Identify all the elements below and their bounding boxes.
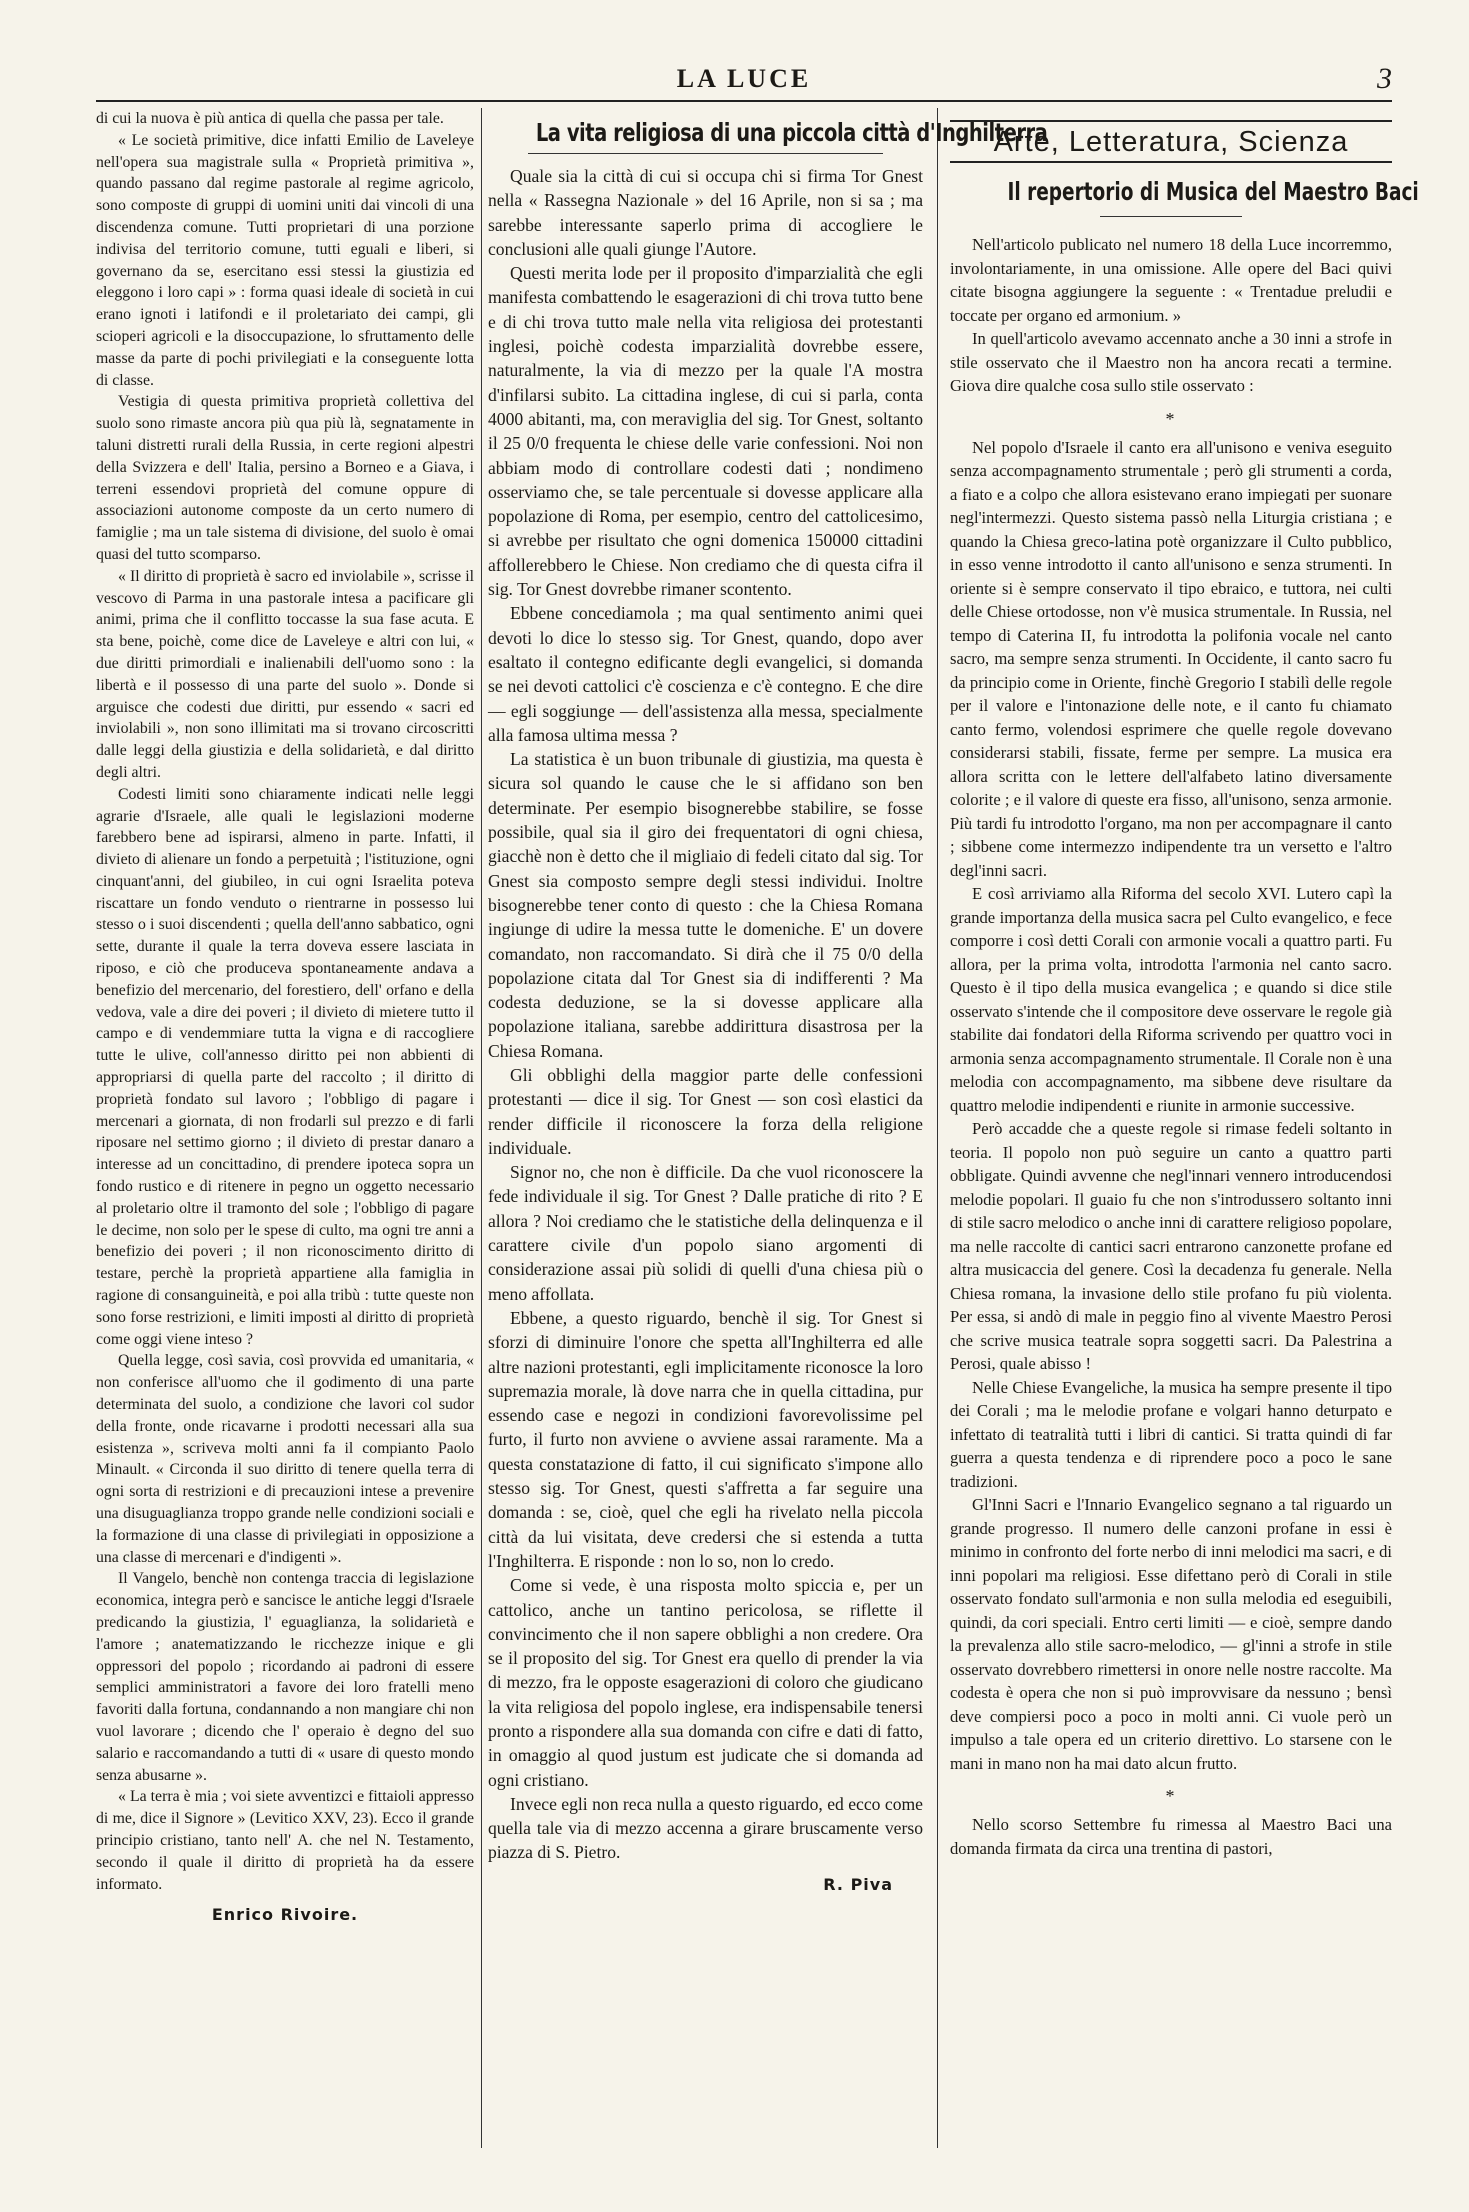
paragraph: In quell'articolo avevamo accennato anche a 30 inni a strofe in stile osservato che il Maestro non ha ancora recati a termine. Giova dire qualche cosa sullo stile osservato : [950,329,1392,395]
paragraph: « Le società primitive, dice infatti Emilio de Laveleye nell'opera sua magistrale sulla « Proprietà primitiva », quando passano dal regime pastorale al regime agricolo, sono composte di gruppi di uomini uniti dai vincoli di una discendenza comune. Tutti proprietari di una porzione indivisa del territorio comune, tutti eguali e liberi, si governano da se, esercitano essi stessi la giustizia ed eleggono i loro capi » : forma quasi ideale di società in cui erano ignoti i latifondi e il proletariato dei campi, gli scioperi agricoli e la disoccupazione, lo sfruttamento delle masse da parte di pochi privilegiati e la conseguente lotta di classe. [96,131,474,389]
paragraph: Nell'articolo publicato nel numero 18 della Luce incorremmo, involontariamente, in una omissione. Alle opere del Baci quivi citate bisogna aggiungere la seguente : « Trentadue preludii e toccate per organo ed armonium. » [950,235,1392,325]
page-number: 3 [1377,62,1392,95]
author-signature: Enrico Rivoire. [211,1905,359,1925]
article-title: La vita religiosa di una piccola città d'Inghilterra [535,118,1048,147]
paragraph: Codesti limiti sono chiaramente indicati nelle leggi agrarie d'Israele, alle quali le legislazioni moderne farebbero bene ad ispirarsi, almeno in parte. Infatti, il divieto di alienare un fondo a perpetuità ; l'istituzione, ogni cinquant'anni, del giubileo, in cui ogni Israelita poteva riscattare un fondo venduto o rientrarne in possesso lui stesso o i suoi discendenti ; quella dell'anno sabbatico, ogni sette, durante il quale la terra doveva essere lasciata in riposo, e ciò che produceva spontaneamente andava a benefizio del mercenario, del forestiero, dell' orfano e della vedova, vale a dire dei poveri ; il divieto di mietere tutto il campo e di vendemmiare tutta la vigna e di raccogliere tutte le ulive, coll'annesso diritto pei non abbienti di appropriarsi di quella parte del raccolto ; il diritto di proprietà fondato sul lavoro ; l'obbligo di pagare i mercenari a giornata, di non frodarli sul prezzo e di farli riposare nel settimo giorno ; il divieto di prestar danaro a interesse ad un concittadino, di prendere ipoteca sopra un fondo rustico e di ritenere in pegno un oggetto necessario al proletario oltre il tramonto del sole ; l'obbligo di pagare le decime, non solo per le spese di culto, ma ogni tre anni a benefizio dei poveri ; il non riconoscimento diritto di testare, perchè la proprietà appartiene alla famiglia in ragione di consanguineità, e poi alla tribù : tutte queste non sono forse restrizioni, e limiti imposti al diritto di proprietà come oggi viene inteso ? [96,785,474,1348]
section-title: Arte, Letteratura, Scienza [993,126,1349,158]
paragraph: Come si vede, è una risposta molto spiccia e, per un cattolico, anche un tantino pericolosa, se riflette il convincimento che il non sapere obblighi a non credere. Ora se il proposito del sig. Tor Gnest era quello di prender la via di mezzo, fra le opposte esagerazioni di coloro che giudicano la vita religiosa del popolo inglese, era indispensabile tenersi pronto a rispondere alla sua domanda con cifre e dati di fatto, in omaggio al quod justum est judicate che si domanda ad ogni cristiano. [488,1575,923,1790]
column-divider [481,108,482,2148]
title-rule [528,153,883,154]
paragraph: Vestigia di questa primitiva proprietà collettiva del suolo sono rimaste ancora più qua più là, segnatamente in taluni distretti rurali della Russia, in certe regioni alpestri della Svizzera e dell' Italia, persino a Borneo e a Giava, i terreni essendovi proprietà del comune oppure di associazioni autonome composte da un certo numero di famiglie ; ma un tale sistema di divisione, del suolo è omai quasi del tutto scomparso. [96,393,474,563]
paragraph: Quella legge, così savia, così provvida ed umanitaria, « non conferisce all'uomo che il godimento di una parte determinata del suolo, a condizione che lavori col sudor della fronte, onde ricavarne i prodotti necessari alla sua esistenza », scriveva molti anni fa il compianto Paolo Minault. « Circonda il suo diritto di tenere quella terra di ogni sorta di restrizioni e di precauzioni intese a prevenire una disuguaglianza troppo grande nelle condizioni sociali e la formazione di una classe di privilegiati in opposizione a una classe di mercenari e d'indigenti ». [96,1352,474,1566]
paragraph: Invece egli non reca nulla a questo riguardo, ed ecco come quella tale via di mezzo accenna a girare bruscamente verso piazza di S. Pietro. [488,1793,923,1863]
paragraph: Gli obblighi della maggior parte delle confessioni protestanti — dice il sig. Tor Gnest — son così elastici da render difficile il riconoscere la forza della religione individuale. [488,1064,923,1158]
paragraph: Nel popolo d'Israele il canto era all'unisono e veniva eseguito senza accompagnamento strumentale ; però gli strumenti a corda, a fiato e a colpo che allora esistevano erano impiegati per suonare negl'intermezzi. Questo sistema passò nella Liturgia cristiana ; e quando la Chiesa greco-latina potè organizzare il Culto pubblico, in esso venne introdotto il canto all'unisono e senza strumenti. In oriente si è sempre conservato il tipo ebraico, e tuttora, nei culti delle Chiese ortodosse, non v'è musica strumentale. In Russia, nel tempo di Caterina II, fu introdotta la polifonia vocale nel canto sacro, ma sempre senza strumenti. In Occidente, il canto sacro fu da principio come in Oriente, finchè Gregorio I stabilì delle regole per il valore e l'intonazione delle note, e il canto fu chiamato canto fermo, volendosi esprimere che quelle regole dovevano considerarsi stabili, fissate, ferme per sempre. La musica era allora scritta con le lettere dell'alfabeto latino diversamente colorite ; e il valore di queste era fisso, all'unisono, senza armonie. Più tardi fu introdotto l'organo, ma non per accompagnare il canto ; sibbene come intermezzo indipendente tra un versetto e l'altro degl'inni sacri. [950,437,1392,880]
paragraph: Ebbene, a questo riguardo, benchè il sig. Tor Gnest si sforzi di diminuire l'onore che spetta all'Inghilterra ed alle altre nazioni protestanti, egli implicitamente riconosce la loro supremazia morale, là dove narra che in quella cittadina, pur essendo case e negozi in condizioni favorevolissime pel furto, il furto non avviene o avviene assai raramente. Ma a questa constatazione di fatto, il cui significato s'impone allo stesso sig. Tor Gnest, questi s'affretta a far seguire una domanda : se, cioè, quel che egli ha rivelato nella piccola città da lui visitata, deve credersi che si estenda a tutta l'Inghilterra. E risponde : non lo so, non lo credo. [488,1307,923,1571]
paragraph: Il Vangelo, benchè non contenga traccia di legislazione economica, integra però e sancisce le antiche leggi d'Israele predicando la giustizia, l' eguaglianza, la solidarietà e l'amore ; anatematizzando le ricchezze inique e gli oppressori del popolo ; ricordando ai padroni di essere semplici amministratori a favore dei loro fratelli meno favoriti dalla fortuna, condannando a non mangiare chi non vuol lavorare ; dicendo che l' operaio è degno del suo salario e raccomandando a tutti di « usare di questo mondo senza abusarne ». [96,1570,474,1784]
column-middle [488,108,1048,2148]
paragraph: Però accadde che a queste regole si rimase fedeli soltanto in teoria. Il popolo non può seguire un canto a quattro parti obbligate. Quindi avvenne che negl'innari vennero introducendosi melodie popolari. Il guaio fu che non s'introdussero soltanto inni di stile sacro melodico o anche inni di carattere religioso popolare, ma nelle raccolte di cantici sacri entrarono canzonette profane ed altra musicaccia del genere. Così la decadenza fu generale. Nella Chiesa romana, la invasione dello stile profano fu più violenta. Per essa, si andò di male in peggio fino al vivente Maestro Perosi che scrive musica teatrale sopra soggetti sacri. Da Palestrina a Perosi, quale abisso ! [950,1119,1392,1373]
paragraph: Nelle Chiese Evangeliche, la musica ha sempre presente il tipo dei Corali ; ma le melodie profane e volgari hanno deturpato e infettato di teatralità tutti i libri di cantici. Si tratta quindi di far guerra a questa tendenza e di riprendere poco a poco le sane tradizioni. [950,1377,1392,1491]
masthead [96,62,1392,102]
author-signature: R. Piva [823,1874,893,1894]
title-rule [1100,216,1242,217]
paragraph: La statistica è un buon tribunale di giustizia, ma questa è sicura sol quando le cause che le si affidano son ben determinate. Per esempio bisognerebbe stabilire, se fosse possibile, qual sia il giro dei frequentatori di ogni chiesa, giacchè non è detto che il migliaio di fedeli citato dal sig. Tor Gnest sia composto sempre degli stessi individui. Inoltre bisognerebbe tener conto di questo : che la Chiesa Romana ingiunge di udire la messa tutte le domeniche. E' un dovere comandato, non raccomandato. Si dirà che il 75 0/0 della popolazione citata dal Tor Gnest sia di indifferenti ? Ma codesta deduzione, se la si dovesse applicare alla popolazione italiana, sarebbe addirittura disastrosa per la Chiesa Romana. [488,749,923,1061]
paragraph: « La terra è mia ; voi siete avventizci e fittaioli appresso di me, dice il Signore » (Levitico XXV, 23). Ecco il grande principio cristiano, tanto nell' A. che nel N. Testamento, secondo il quale il diritto di proprietà ha da essere informato. [96,1788,474,1893]
paragraph: E così arriviamo alla Riforma del secolo XVI. Lutero capì la grande importanza della musica sacra pel Culto evangelico, e fece comporre i così detti Corali con armonie vocali a quattro parti. Fu allora, per la prima volta, introdotta l'armonia nel canto sacro. Questo è il tipo della musica evangelica ; e quando si dice stile osservato s'intende che il compositore deve osservare le regole già stabilite dai fondatori della Riforma scrivendo per quattro voci in armonia senza accompagnamento strumentale. Il Corale non è una melodia con accompagnamento, ma sibbene deve risultare da quattro melodie indipendenti e riunite in armonie successive. [950,884,1392,1115]
paragraph: Quale sia la città di cui si occupa chi si firma Tor Gnest nella « Rassegna Nazionale » del 16 Aprile, non si sa ; ma sarebbe interessante saperlo prima di accogliere le conclusioni alle quali giunge l'Autore. [488,166,923,259]
newspaper-title: LA LUCE [676,64,812,93]
paragraph: « Il diritto di proprietà è sacro ed inviolabile », scrisse il vescovo di Parma in una pastorale intesa a pacificare gli animi, prima che il conflitto toccasse la sua fase acuta. E sta bene, poichè, come dice de Laveleye e altri con lui, « due diritti primordiali e inalienabili dell'uomo sono : la libertà e il possesso di una parte del suolo ». Donde si arguisce che codesti due diritti, pur essendo « sacri ed inviolabili », non sono illimitati ma si trovano circoscritti dalle leggi della giustizia e della solidarietà, e dal diritto degli altri. [96,567,474,781]
paragraph: Gl'Inni Sacri e l'Innario Evangelico segnano a tal riguardo un grande progresso. Il numero delle canzoni profane in essi è minimo in confronto del forte nerbo di inni melodici ma sacri, e di inni popolari ma religiosi. Esse difettano però di Corali in stile osservato fondato sull'armonia e non sulla melodia ed eseguibili, quindi, da cori speciali. Entro certi limiti — e cioè, sempre dando la prevalenza allo stile sacro-melodico, — gl'inni a strofe in stile osservato dovrebbero rimettersi in onore nelle nostre raccolte. Ma codesta è opera che non si può improvvisare da nessuno ; bensì deve compiersi poco a poco in molti anni. Ci vuole però un impulso a tale opera ed un criterio direttivo. Lo starsene con le mani in mano non ha mai dato alcun frutto. [950,1495,1392,1773]
section-header [950,120,1392,163]
column-left [96,108,474,2148]
paragraph: di cui la nuova è più antica di quella che passa per tale. [96,110,444,127]
article-title: Il repertorio di Musica del Maestro Baci [1007,177,1419,206]
paragraph: Signor no, che non è difficile. Da che vuol riconoscere la fede individuale il sig. Tor Gnest ? Dalle pratiche di rito ? E allora ? Noi crediamo che le statistiche della delinquenza e il carattere civile d'un popolo siano argomenti di considerazione assai più solidi di quelli d'una chiesa più o meno affollata. [488,1162,923,1304]
paragraph: Questi merita lode per il proposito d'imparzialità che egli manifesta combattendo le esagerazioni di chi trova tutto bene e di chi trova tutto male nella vita religiosa dei protestanti inglesi, poichè codesta imparzialità dovrebbe essere, naturalmente, la via di mezzo per la quale l'A mostra d'infilarsi subito. La cittadina inglese, di cui si parla, conta 4000 abitanti, ma, con meraviglia del sig. Tor Gnest, soltanto il 25 0/0 frequenta le chiese delle varie confessioni. Noi non abbiam modo di controllare codesti dati ; nondimeno osserviamo che, se tale percentuale si dovesse applicare alla popolazione di Roma, per esempio, centro del cattolicesimo, si avrebbe per risultato che ogni domenica 150000 cittadini affollerebbero le Chiese. Non crediamo che di questa cifra il sig. Tor Gnest dovrebbe rimaner scontento. [488,263,923,600]
asterism-separator: * [1165,1786,1177,1806]
column-divider [937,108,938,2148]
masthead-rule [96,100,1392,102]
paragraph: Ebbene concediamola ; ma qual sentimento animi quei devoti lo dice lo stesso sig. Tor Gnest, quando, dopo aver esaltato il contegno edificante degli evangelici, si domanda se nei devoti cattolici c'è coscienza e c'è contegno. E che dire — egli soggiunge — dell'assistenza alla messa, specialmente alla famosa ultima messa ? [488,603,923,745]
column-right [950,108,1419,2148]
asterism-separator: * [1165,408,1177,429]
paragraph: Nello scorso Settembre fu rimessa al Maestro Baci una domanda firmata da circa una trentina di pastori, [950,1815,1392,1858]
